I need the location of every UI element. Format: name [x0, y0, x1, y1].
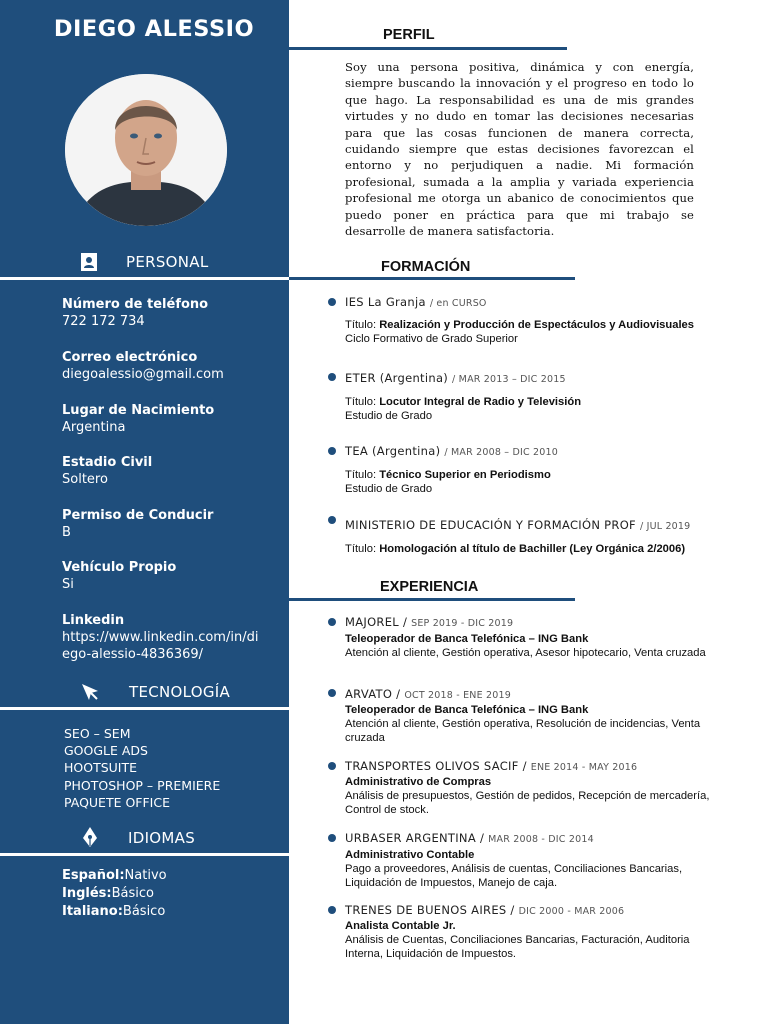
profile-divider: [289, 47, 567, 50]
degree-detail: Estudio de Grado: [345, 410, 433, 422]
company-name: URBASER ARGENTINA /: [345, 831, 485, 845]
job-description: Análisis de Cuentas, Conciliaciones Bancarias, Facturación, Auditoria Interna, Liquidación de Impuestos.: [345, 934, 690, 960]
personal-item-birthplace: [62, 402, 282, 436]
tech-item: SEO – SEM: [64, 726, 131, 741]
personal-item-email: [62, 349, 282, 383]
company-name: MAJOREL /: [345, 615, 408, 629]
personal-item-phone: [62, 296, 282, 330]
linkedin-link[interactable]: https://www.linkedin.com/in/diego-alessio-4836369/: [62, 630, 259, 662]
tech-item: PHOTOSHOP – PREMIERE: [64, 777, 221, 793]
experience-date: MAR 2008 - DIC 2014: [488, 834, 594, 845]
bullet-icon: [328, 906, 336, 914]
school-name: ETER (Argentina): [345, 371, 449, 385]
bullet-icon: [328, 762, 336, 770]
job-role: Teleoperador de Banca Telefónica – ING Bank: [345, 704, 589, 716]
personal-item-license: [62, 507, 282, 541]
job-description: Pago a proveedores, Análisis de cuentas, Conciliaciones Bancarias, Liquidación de Impuestos, Manejo de caja.: [345, 863, 683, 889]
personal-heading-bar: [0, 252, 289, 280]
pen-nib-icon: [81, 826, 99, 848]
bullet-icon: [328, 689, 336, 697]
language-level: Básico: [122, 904, 166, 919]
degree-title: Locutor Integral de Radio y Televisión: [379, 396, 582, 408]
bullet-icon: [328, 447, 336, 455]
lang-divider: [0, 853, 289, 856]
title-prefix: Título:: [345, 396, 380, 408]
title-prefix: Título:: [345, 469, 380, 481]
school-name: IES La Granja: [345, 295, 426, 309]
civil-status-value: Soltero: [62, 472, 108, 487]
language-item: [62, 867, 167, 885]
education-date: / MAR 2008 – DIC 2010: [444, 447, 559, 458]
linkedin-label: Linkedin: [62, 613, 125, 628]
language-level: Nativo: [124, 868, 167, 883]
job-description: Análisis de presupuestos, Gestión de pedidos, Recepción de mercadería, Control de stock.: [345, 790, 710, 816]
degree-title: Homologación al título de Bachiller (Ley Orgánica 2/2006): [379, 543, 686, 555]
language-name: Inglés:: [62, 886, 112, 901]
personal-item-vehicle: [62, 559, 282, 593]
tech-divider: [0, 707, 289, 710]
experience-date: ENE 2014 - MAY 2016: [530, 762, 638, 773]
company-name: ARVATO /: [345, 687, 401, 701]
language-item: [62, 903, 167, 921]
vehicle-value: Si: [62, 577, 74, 592]
school-name: TEA (Argentina): [345, 444, 441, 458]
company-name: TRENES DE BUENOS AIRES /: [345, 903, 515, 917]
civil-status-label: Estadio Civil: [62, 455, 153, 470]
language-item: [62, 885, 167, 903]
profile-photo: [65, 74, 227, 226]
experience-date: DIC 2000 - MAR 2006: [518, 906, 625, 917]
degree-title: Técnico Superior en Periodismo: [379, 469, 551, 481]
portrait-illustration: [65, 74, 227, 226]
language-name: Italiano:: [62, 904, 123, 919]
experience-date: SEP 2019 - DIC 2019: [411, 618, 514, 629]
bullet-icon: [328, 373, 336, 381]
candidate-name: DIEGO ALESSIO: [53, 16, 255, 42]
education-heading: FORMACIÓN: [381, 259, 471, 275]
education-date: / MAR 2013 – DIC 2015: [452, 374, 566, 385]
email-value[interactable]: diegoalessio@gmail.com: [62, 367, 224, 382]
phone-value: 722 172 734: [62, 314, 145, 329]
job-role: Administrativo de Compras: [345, 776, 492, 788]
bullet-icon: [328, 298, 336, 306]
tech-list: [64, 725, 220, 811]
language-level: Básico: [111, 886, 154, 901]
experience-divider: [289, 598, 575, 601]
tech-item: PAQUETE OFFICE: [64, 794, 170, 810]
vehicle-label: Vehículo Propio: [62, 560, 177, 575]
experience-heading: EXPERIENCIA: [380, 579, 479, 595]
job-role: Administrativo Contable: [345, 849, 475, 861]
profile-heading: PERFIL: [383, 27, 435, 43]
job-description: Atención al cliente, Gestión operativa, Asesor hipotecario, Venta cruzada: [345, 647, 706, 659]
degree-detail: Ciclo Formativo de Grado Superior: [345, 333, 518, 345]
personal-heading: PERSONAL: [126, 253, 209, 271]
degree-title: Realización y Producción de Espectáculos y Audiovisuales: [379, 319, 695, 331]
license-value: B: [62, 525, 71, 540]
education-date: / en CURSO: [429, 298, 487, 309]
job-description: Atención al cliente, Gestión operativa, Resolución de incidencias, Venta cruzada: [345, 718, 701, 744]
birthplace-label: Lugar de Nacimiento: [62, 403, 215, 418]
lang-heading: IDIOMAS: [128, 829, 196, 847]
cursor-icon: [80, 682, 100, 702]
lang-heading-bar: [0, 828, 289, 856]
tech-item: HOOTSUITE: [64, 760, 138, 776]
tech-heading: TECNOLOGÍA: [129, 683, 231, 701]
license-label: Permiso de Conducir: [62, 508, 214, 523]
title-prefix: Título:: [345, 543, 380, 555]
title-prefix: Título:: [345, 319, 380, 331]
company-name: TRANSPORTES OLIVOS SACIF /: [345, 759, 527, 773]
degree-detail: Estudio de Grado: [345, 483, 433, 495]
contact-card-icon: [80, 252, 98, 272]
language-list: [62, 867, 167, 921]
education-divider: [289, 277, 575, 280]
personal-divider: [0, 277, 289, 280]
personal-item-linkedin: [62, 612, 282, 663]
bullet-icon: [328, 618, 336, 626]
education-date: / JUL 2019: [639, 521, 691, 532]
language-name: Español:: [62, 868, 125, 883]
school-name: MINISTERIO DE EDUCACIÓN Y FORMACIÓN PROF: [345, 518, 636, 532]
experience-date: OCT 2018 - ENE 2019: [404, 690, 511, 701]
profile-text: Soy una persona positiva, dinámica y con energía, siempre buscando la innovación y el progreso en todo lo que hago. La responsabilidad es una de mis grandes virtudes y no dudo en tomar las decisiones necesarias para que las cosas funcionen de manera correcta, cuidando siempre que estas decisiones favorezcan el entorno y no perjudiquen a nadie. Mi formación profesional, sumada a la amplia y variada experiencia profesional me otorga un abanico de conocimientos que puedo poner en práctica para que mi trabajo se desarrolle de manera satisfactoria.: [345, 60, 694, 239]
job-role: Analista Contable Jr.: [345, 920, 456, 932]
birthplace-value: Argentina: [62, 420, 126, 435]
bullet-icon: [328, 834, 336, 842]
personal-item-civil-status: [62, 454, 282, 488]
bullet-icon: [328, 516, 336, 524]
phone-label: Número de teléfono: [62, 297, 209, 312]
tech-item: GOOGLE ADS: [64, 743, 148, 759]
tech-heading-bar: [0, 682, 289, 710]
job-role: Teleoperador de Banca Telefónica – ING Bank: [345, 633, 589, 645]
email-label: Correo electrónico: [62, 350, 198, 365]
